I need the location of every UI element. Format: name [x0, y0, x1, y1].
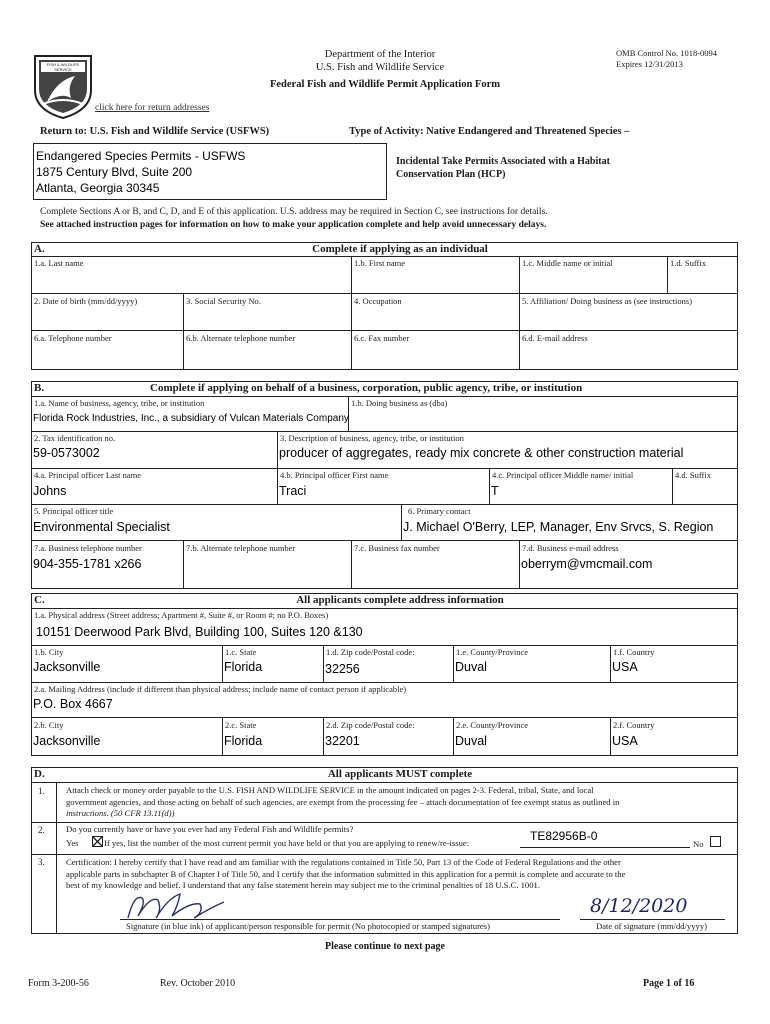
section-d-title: All applicants MUST complete [327, 768, 473, 780]
d-item1-line2: government agencies, and those acting on behalf of such agencies, are exempt from the processing fee – attach documentation of fee exempt status as outlined in [66, 796, 620, 807]
section-d-letter: D. [34, 768, 45, 780]
b-phone-field[interactable]: 904-355-1781 x266 [33, 557, 142, 571]
c-city-field[interactable]: Jacksonville [33, 660, 101, 674]
a-phone-field[interactable]: 6.a. Telephone number [34, 333, 112, 343]
continue-note: Please continue to next page [325, 941, 445, 952]
b-officer-title-field[interactable]: Environmental Specialist [33, 520, 170, 534]
c-country-label: 1.f. Country [613, 647, 655, 657]
b-description-field[interactable]: producer of aggregates, ready mix concrete & other construction material [279, 446, 684, 460]
return-to-label: Return to: U.S. Fish and Wildlife Service (USFWS) [40, 126, 270, 137]
a-first-name-field[interactable]: 1.b. First name [354, 258, 405, 268]
c-mail-zip-label: 2.d. Zip code/Postal code: [326, 720, 415, 730]
page-number: Page 1 of 16 [643, 978, 695, 989]
a-fax-field[interactable]: 6.c. Fax number [354, 333, 410, 343]
b-officer-first-field[interactable]: Traci [279, 484, 307, 498]
b-officer-first-label: 4.b. Principal officer First name [280, 470, 389, 480]
logo-text: FISH & WILDLIFE SERVICE [46, 62, 80, 72]
a-email-field[interactable]: 6.d. E-mail address [522, 333, 588, 343]
a-ssn-field[interactable]: 3. Social Security No. [186, 296, 261, 306]
d-item1-line3: instructions. (50 CFR 13.11(d)) [66, 808, 175, 818]
b-officer-middle-field[interactable]: T [491, 484, 499, 498]
b-email-field[interactable]: oberrym@vmcmail.com [521, 557, 653, 571]
return-address-line2: 1875 Century Blvd, Suite 200 [36, 165, 193, 179]
a-alt-phone-field[interactable]: 6.b. Alternate telephone number [186, 333, 296, 343]
d-item1-number: 1. [38, 786, 45, 796]
c-mail-country-label: 2.f. Country [613, 720, 655, 730]
usfws-logo [31, 52, 95, 120]
section-c-letter: C. [34, 594, 45, 606]
instructions-line2: See attached instruction pages for information on how to make your application complete and help avoid unnecessary delays. [40, 220, 547, 230]
b-phone-label: 7.a. Business telephone number [34, 543, 142, 553]
section-b-letter: B. [34, 382, 45, 394]
c-zip-field[interactable]: 32256 [325, 662, 360, 676]
c-county-label: 1.e. County/Province [456, 647, 529, 657]
form-number: Form 3-200-56 [28, 978, 89, 989]
b-contact-field[interactable]: J. Michael O'Berry, LEP, Manager, Env Srvcs, S. Region [403, 520, 714, 534]
signature-label: Signature (in blue ink) of applicant/person responsible for permit (No photocopied or stamped signatures) [126, 921, 490, 931]
return-address-box [33, 143, 387, 200]
c-mail-country-field[interactable]: USA [612, 734, 638, 748]
return-address-line3: Atlanta, Georgia 30345 [36, 181, 160, 195]
c-country-field[interactable]: USA [612, 660, 638, 674]
d-item3-line3: best of my knowledge and belief. I understand that any false statement herein may subject me to the criminal penalties of 18 U.S.C. 1001. [66, 880, 540, 890]
section-a-title: Complete if applying as an individual [312, 243, 488, 255]
b-officer-suffix-field[interactable]: 4.d. Suffix [675, 470, 711, 480]
c-county-field[interactable]: Duval [455, 660, 487, 674]
d-item3-line2: applicable parts in subchapter B of Chapter I of Title 50, and I certify that the information submitted in this application for a permit is complete and accurate to the [66, 868, 626, 879]
return-addresses-link[interactable]: click here for return addresses [95, 103, 210, 113]
c-mail-county-field[interactable]: Duval [455, 734, 487, 748]
c-mail-city-label: 2.b. City [34, 720, 64, 730]
b-contact-label: 6. Primary contact [408, 506, 471, 516]
b-dba-field[interactable]: 1.b. Doing business as (dba) [351, 398, 448, 408]
b-name-field[interactable]: Florida Rock Industries, Inc., a subsidiary of Vulcan Materials Company [33, 413, 349, 424]
d-item2-number: 2. [38, 825, 45, 835]
a-dob-field[interactable]: 2. Date of birth (mm/dd/yyyy) [34, 296, 138, 306]
form-title: Federal Fish and Wildlife Permit Application Form [269, 79, 501, 90]
return-address-line1: Endangered Species Permits - USFWS [36, 149, 246, 163]
signature-date-field[interactable]: 8/12/2020 [590, 895, 688, 917]
checkmark-icon [93, 837, 102, 846]
c-mail-state-field[interactable]: Florida [224, 734, 263, 748]
b-fax-field[interactable]: 7.c. Business fax number [354, 543, 440, 553]
activity-type-label: Type of Activity: Native Endangered and Threatened Species – [349, 126, 630, 137]
a-affiliation-field[interactable]: 5. Affiliation/ Doing business as (see instructions) [522, 296, 693, 306]
d-item2-yes-checkbox[interactable] [92, 836, 103, 847]
omb-expiration: Expires 12/31/2013 [616, 59, 683, 69]
c-city-label: 1.b. City [34, 647, 64, 657]
c-mail-state-label: 2.c. State [225, 720, 257, 730]
section-c-title: All applicants complete address information [296, 594, 504, 606]
c-state-label: 1.c. State [225, 647, 257, 657]
d-item1-line1: Attach check or money order payable to the U.S. FISH AND WILDLIFE SERVICE in the amount indicated on pages 2-3. Federal, tribal, State, and local [66, 785, 594, 795]
section-b-title: Complete if applying on behalf of a business, corporation, public agency, tribe, or institution [150, 382, 583, 394]
activity-description-line2: Conservation Plan (HCP) [396, 169, 506, 180]
department-name: Department of the Interior [324, 49, 436, 60]
c-physical-field[interactable]: 10151 Deerwood Park Blvd, Building 100, Suites 120 &130 [36, 625, 363, 639]
d-item3-line1: Certification: I hereby certify that I have read and am familiar with the regulations contained in Title 50, Part 13 of the Code of Federal Regulations and the other [66, 857, 621, 867]
revision-date: Rev. October 2010 [160, 978, 236, 989]
b-tax-field[interactable]: 59-0573002 [33, 446, 100, 460]
b-officer-middle-label: 4.c. Principal officer Middle name/ initial [492, 470, 634, 480]
b-description-label: 3. Description of business, agency, tribe, or institution [280, 433, 464, 443]
c-mailing-label: 2.a. Mailing Address (include if different than physical address; include name of contact person if applicable) [34, 684, 407, 694]
d-item3-number: 3. [38, 857, 45, 867]
signature-date-label: Date of signature (mm/dd/yyyy) [596, 921, 707, 931]
c-mail-county-label: 2.e. County/Province [456, 720, 529, 730]
d-item2-no-label: No [693, 839, 704, 849]
activity-description-line1: Incidental Take Permits Associated with a Habitat [396, 156, 610, 167]
d-item2-question: Do you currently have or have you ever had any Federal Fish and Wildlife permits? [66, 824, 354, 834]
b-officer-last-label: 4.a. Principal officer Last name [34, 470, 141, 480]
b-tax-label: 2. Tax identification no. [34, 433, 116, 443]
c-state-field[interactable]: Florida [224, 660, 263, 674]
d-item2-yes-label: Yes [66, 838, 79, 848]
instructions-line1: Complete Sections A or B, and C, D, and E of this application. U.S. address may be required in Section C, see instructions for details. [40, 207, 548, 217]
d-item2-no-checkbox[interactable] [710, 836, 721, 847]
d-permit-number-field[interactable]: TE82956B-0 [530, 829, 598, 843]
b-officer-last-field[interactable]: Johns [33, 484, 67, 498]
c-mailing-field[interactable]: P.O. Box 4667 [33, 697, 113, 711]
omb-control-number: OMB Control No. 1018-0094 [616, 48, 718, 58]
service-name: U.S. Fish and Wildlife Service [315, 62, 445, 73]
a-middle-name-field[interactable]: 1.c. Middle name or initial [522, 258, 613, 268]
c-zip-label: 1.d. Zip code/Postal code: [326, 647, 415, 657]
a-occupation-field[interactable]: 4. Occupation [354, 296, 402, 306]
b-officer-title-label: 5. Principal officer title [34, 506, 114, 516]
c-mail-city-field[interactable]: Jacksonville [33, 734, 101, 748]
c-physical-label: 1.a. Physical address (Street address; Apartment #, Suite #, or Room #; no P.O. Boxes) [34, 610, 329, 620]
b-alt-phone-field[interactable]: 7.b. Alternate telephone number [186, 543, 296, 553]
c-mail-zip-field[interactable]: 32201 [325, 734, 360, 748]
d-item2-yes-text: If yes, list the number of the most current permit you have held or that you are applying to renew/re-issue: [104, 838, 470, 848]
a-suffix-field[interactable]: 1.d. Suffix [670, 258, 706, 268]
a-last-name-field[interactable]: 1.a. Last name [34, 258, 84, 268]
b-email-label: 7.d. Business e-mail address [522, 543, 619, 553]
b-name-label: 1.a. Name of business, agency, tribe, or institution [34, 398, 205, 408]
section-a-letter: A. [34, 243, 45, 255]
